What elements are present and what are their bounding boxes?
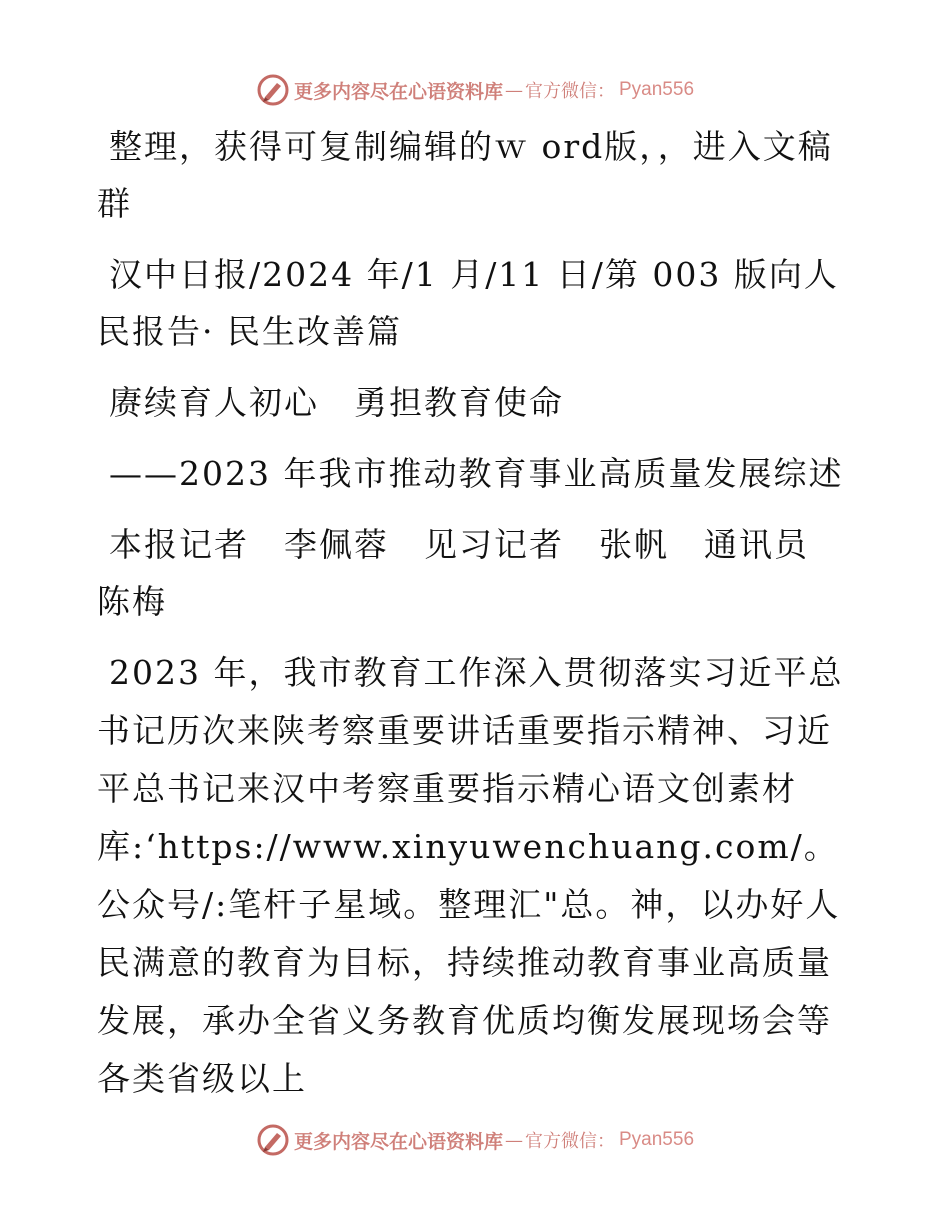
byline: 本报记者 李佩蓉 见习记者 张帆 通讯员 陈梅: [97, 525, 844, 621]
watermark-separator: —: [505, 79, 523, 101]
source-line: 汉中日报/2024 年/1 月/11 日/第 003 版向人民报告· 民生改善篇: [97, 255, 839, 351]
watermark-account: Pyan556: [619, 1129, 695, 1150]
subheadline: ——2023 年我市推动教育事业高质量发展综述: [109, 454, 844, 493]
headline: 赓续育人初心 勇担教育使命: [109, 383, 564, 422]
article-body: 2023 年，我市教育工作深入贯彻落实习近平总书记历次来陕考察重要讲话重要指示精神、习近平总书记来汉中考察重要指示精心语文创素材库:‘https://www.xinyuwenchuang.com/。公众号/:笔杆子星域。整理汇"总。神，以办好人民满意的教育为目标，持续推动教育事业高质量发展，承办全省义务教育优质均衡发展现场会等各类省级以上: [97, 653, 844, 1098]
watermark-brand: 更多内容尽在心语资料库: [293, 80, 503, 103]
header-watermark: [0, 70, 950, 110]
document-body: [97, 118, 857, 1122]
pen-circle-logo-icon: [256, 1123, 290, 1157]
watermark-account: Pyan556: [619, 79, 695, 100]
watermark-separator: —: [505, 1129, 523, 1151]
watermark-wechat-label: 官方微信：: [525, 1131, 615, 1152]
footer-watermark: [0, 1120, 950, 1160]
watermark-wechat-label: 官方微信：: [525, 81, 615, 102]
watermark-brand: 更多内容尽在心语资料库: [293, 1130, 503, 1153]
intro-paragraph: 整理，获得可复制编辑的ｗ ord版，，进入文稿群: [97, 127, 833, 223]
pen-circle-logo-icon: [256, 73, 290, 107]
